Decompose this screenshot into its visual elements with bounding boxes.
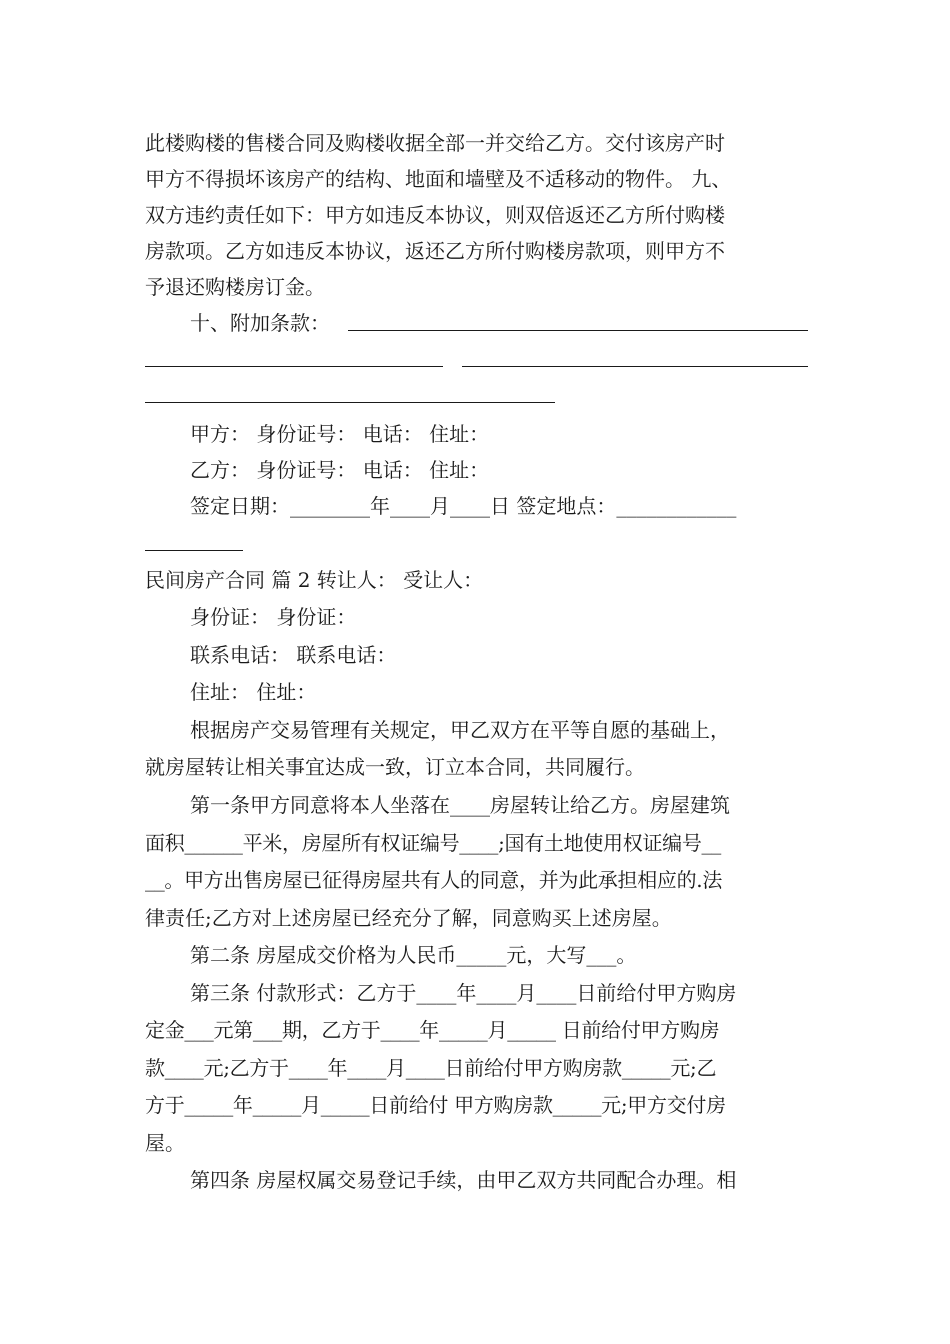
supplementary-clause-heading: 十、附加条款：: [190, 311, 330, 335]
text-line: 律责任;乙方对上述房屋已经充分了解，同意购买上述房屋。: [145, 906, 672, 930]
text-line: 双方违约责任如下：甲方如违反本协议，则双倍返还乙方所付购楼: [145, 203, 725, 227]
blank-line: [145, 402, 555, 403]
article-3: 第三条 付款形式：乙方于____年____月____日前给付甲方购房: [190, 981, 737, 1005]
text-line: 予退还购楼房订金。: [145, 275, 325, 299]
phone-line: 联系电话： 联系电话：: [190, 643, 397, 667]
text-line: 款____元;乙方于____年____月____日前给付甲方购房款_____元;乙: [145, 1056, 717, 1080]
text-line: 就房屋转让相关事宜达成一致，订立本合同，共同履行。: [145, 755, 645, 779]
text-line: 根据房产交易管理有关规定，甲乙双方在平等自愿的基础上，: [190, 718, 730, 742]
text-line: 屋。: [145, 1131, 185, 1155]
party-b-info: 乙方： 身份证号： 电话： 住址：: [190, 458, 490, 482]
text-line: 面积______平米，房屋所有权证编号____;国有土地使用权证编号__: [145, 831, 721, 855]
article-1: 第一条甲方同意将本人坐落在____房屋转让给乙方。房屋建筑: [190, 793, 730, 817]
signing-date-place: 签定日期：________年____月____日 签定地点：____________: [190, 494, 737, 518]
article-2: 第二条 房屋成交价格为人民币_____元，大写___。: [190, 943, 637, 967]
id-card-line: 身份证： 身份证：: [190, 605, 357, 629]
address-line: 住址： 住址：: [190, 680, 317, 704]
text-line: 此楼购楼的售楼合同及购楼收据全部一并交给乙方。交付该房产时: [145, 131, 725, 155]
blank-line: [145, 366, 443, 367]
text-line: 方于_____年_____月_____日前给付 甲方购房款_____元;甲方交付房: [145, 1093, 726, 1117]
blank-line: [462, 366, 808, 367]
blank-line: [145, 550, 243, 551]
blank-line: [348, 330, 808, 331]
party-a-info: 甲方： 身份证号： 电话： 住址：: [190, 422, 490, 446]
section-title: 民间房产合同 篇 2 转让人： 受让人：: [145, 568, 484, 592]
text-line: 房款项。乙方如违反本协议，返还乙方所付购楼房款项，则甲方不: [145, 239, 725, 263]
text-line: 甲方不得损坏该房产的结构、地面和墙壁及不适移动的物件。 九、: [145, 167, 732, 191]
text-line: __。甲方出售房屋已征得房屋共有人的同意，并为此承担相应的.法: [145, 868, 723, 892]
text-line: 定金___元第___期，乙方于____年_____月_____ 日前给付甲方购房: [145, 1018, 720, 1042]
article-4: 第四条 房屋权属交易登记手续，由甲乙双方共同配合办理。相: [190, 1168, 737, 1192]
